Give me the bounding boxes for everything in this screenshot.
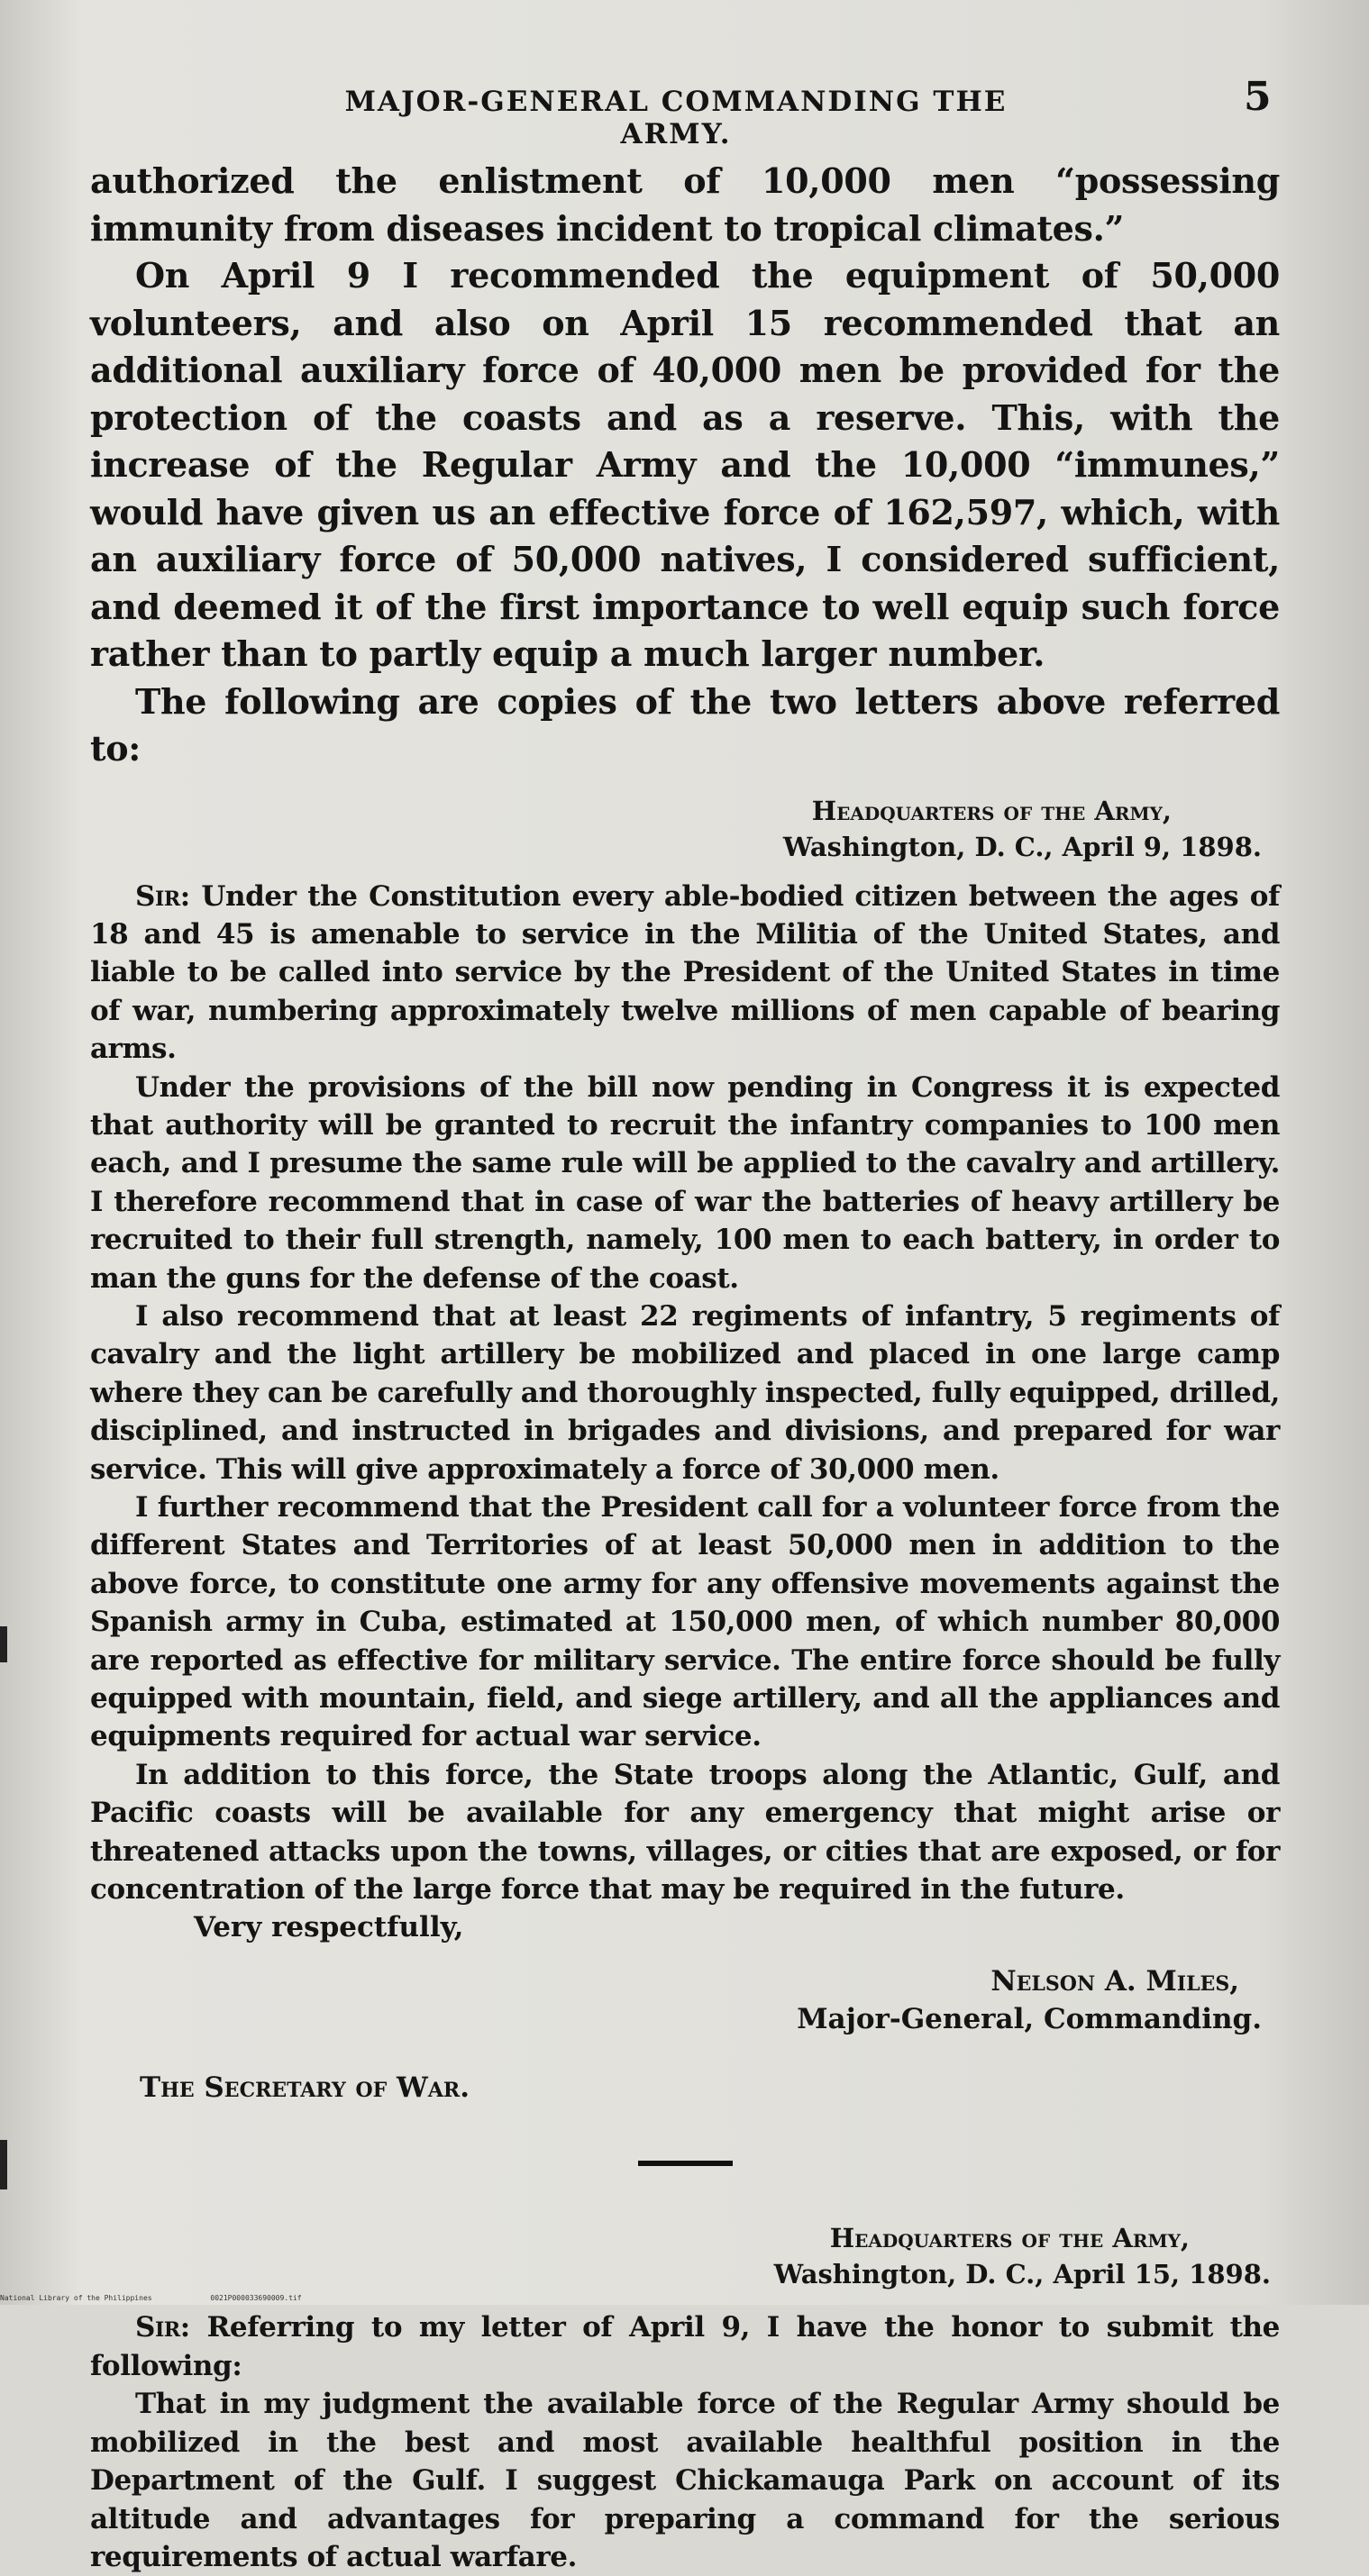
letter-paragraph: In addition to this force, the State troops along the Atlantic, Gulf, and Pacific coasts will be available for any emergency that might arise or threatened attacks upon the towns, villages, or cities that are exposed, or for concentration of the large force that may be required in the future. (90, 1758, 1280, 1907)
section-divider (638, 2161, 733, 2166)
addressee: The Secretary of War. (140, 2071, 470, 2105)
letter-heading: Headquarters of the Army, (829, 2223, 1190, 2254)
paragraph: authorized the enlistment of 10,000 men “possessing immunity from diseases incident to tropical climates.” (90, 160, 1280, 249)
scan-footer (0, 2294, 356, 2302)
running-title: MAJOR-GENERAL COMMANDING THE ARMY. (344, 86, 1008, 150)
scan-edge-mark (0, 2140, 7, 2189)
page-number: 5 (1244, 74, 1272, 120)
letter-paragraph: Sir: Referring to my letter of April 9, I have the honor to submit the following: (90, 2311, 1280, 2382)
paragraph: On April 9 I recommended the equipment of 50,000 volunteers, and also on April 15 recommended that an additional auxiliary force of 40,000 men be provided for the protection of the coasts and as a reserve. This, with the increase of the Regular Army and the 10,000 “immunes,” would have given us an effective force of 162,597, which, with an auxiliary force of 50,000 natives, I considered sufficient, and deemed it of the first importance to well equip such force rather than to partly equip a much larger number. (90, 255, 1280, 674)
letter-april-9 (90, 793, 1280, 2107)
footer-source: National Library of the Philippines (0, 2294, 152, 2302)
letter-paragraph: Sir: Under the Constitution every able-bodied citizen between the ages of 18 and 45 is amenable to service in the Militia of the United States, and liable to be called into service by the President of the United States in time of war, numbering approximately twelve millions of men capable of bearing arms. (90, 879, 1280, 1066)
salutation: Sir: (135, 2311, 190, 2344)
footer-filename: 0021P000033690009.tif (210, 2294, 302, 2302)
letter-dateline: Washington, D. C., April 9, 1898. (782, 831, 1262, 862)
salutation: Sir: (135, 879, 190, 913)
closing: Very respectfully, (194, 1911, 464, 1944)
letter-paragraph: Under the provisions of the bill now pending in Congress it is expected that authority will be granted to recruit the infantry companies to 100 men each, and I presume the same rule will be applied to the cavalry and artillery. I therefore recommend that in case of war the batteries of heavy artillery be recruited to their full strength, namely, 100 men to each battery, in order to man the guns for the defense of the coast. (90, 1070, 1280, 1295)
letter-april-15 (90, 2220, 1280, 2576)
letter-paragraph: I further recommend that the President call for a volunteer force from the different States and Territories of at least 50,000 men in addition to the above force, to constitute one army for any offensive movements against the Spanish army in Cuba, estimated at 150,000 men, of which number 80,000 are reported as effective for military service. The entire force should be fully equipped with mountain, field, and siege artillery, and all the appliances and equipments required for actual war service. (90, 1491, 1280, 1753)
scan-edge-mark (0, 1626, 7, 1662)
signer-name: Nelson A. Miles, (990, 1965, 1239, 1998)
letter-paragraph: I also recommend that at least 22 regiments of infantry, 5 regiments of cavalry and the light artillery be mobilized and placed in one large camp where they can be carefully and thoroughly inspected, fully equipped, drilled, disciplined, and instructed in brigades and divisions, and prepared for war service. This will give approximately a force of 30,000 men. (90, 1299, 1280, 1486)
paragraph: The following are copies of the two letters above referred to: (90, 680, 1280, 769)
letter-paragraph: That in my judgment the available force of the Regular Army should be mobilized in the best and most available healthful position in the Department of the Gulf. I suggest Chickamauga Park on account of its altitude and advantages for preparing a command for the serious requirements of actual warfare. (90, 2388, 1280, 2573)
signer-title: Major-General, Commanding. (797, 2003, 1262, 2036)
page-body (90, 158, 1280, 2576)
letter-heading: Headquarters of the Army, (811, 795, 1172, 826)
letter-dateline: Washington, D. C., April 15, 1898. (773, 2259, 1271, 2290)
